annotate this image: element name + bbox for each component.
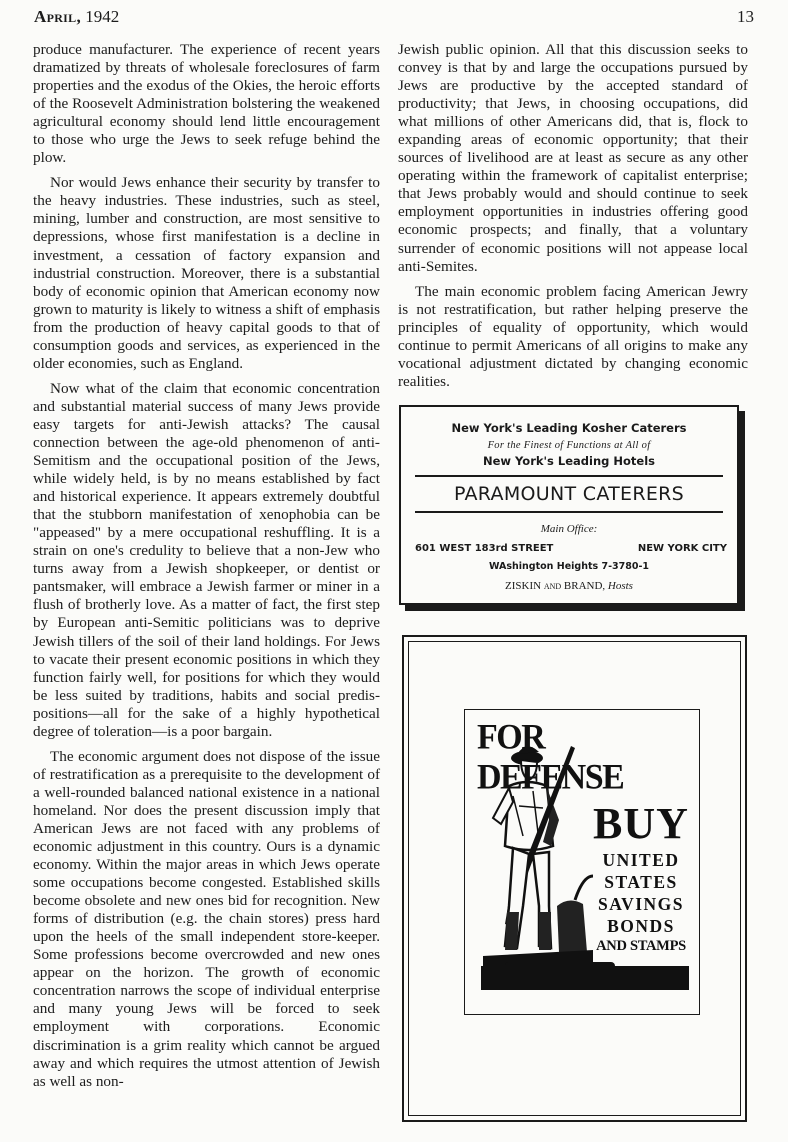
issue-year: 1942 (85, 7, 120, 26)
poster-line: STATES (604, 872, 678, 892)
ad-hosts-label: Hosts (607, 580, 633, 592)
ad-tagline: New York's Leading Kosher Caterers (451, 421, 687, 435)
issue-date (34, 7, 119, 27)
ad-business-name: PARAMOUNT CATERERS (453, 483, 685, 505)
poster-headline: FOR DEFENSE (477, 718, 624, 797)
paragraph: produce manufacturer. The experience of recent years dramatized by threats of wholesale foreclosures of farm properties and the exodus of the Okies, the heroic efforts of the Roosevelt Administration bolstering the weakened agricultural economy should lend little encouragement to those who urge the Jews to seek refuge behind the plow. (33, 41, 380, 167)
left-column (33, 41, 380, 1098)
running-head (34, 7, 754, 31)
ad-phone: WAshington Heights 7-3780-1 (488, 561, 650, 572)
poster-line: UNITED (602, 850, 680, 870)
poster-line: SAVINGS (597, 894, 685, 914)
divider (415, 475, 723, 477)
poster-line: AND STAMPS (596, 938, 686, 954)
ad-hosts-names: ZISKIN and BRAND, (505, 580, 606, 592)
defense-bonds-advertisement (402, 635, 747, 1122)
paragraph: The main economic problem facing American Jewry is not restratification, but rather helping preserve the principles of equality of opportunity, which would continue to permit Americans of all origins to make any vocational adjustment dictated by changing economic realities. (398, 282, 748, 390)
paragraph: Now what of the claim that economic concentration and substantial material success of many Jews provide easy targets for anti-Jewish attacks? The causal connection between the age-old phenomenon of anti-Semitism and the occupational position of the Jews, while widely held, is by no means established by fact and historical experience. It appears extremely doubtful that the stubborn manifestation of xenophobia can be "appeased" by a mere occupational reshuffling. It is a strain on one's credulity to believe that a non-Jew who turns away from a Jewish shopkeeper, or dentist or pantsmaker, will embrace a Jewish farmer or miner in a flush of brotherly love. As a matter of fact, the first step by European anti-Semitic politicians was to deprive Jewish tillers of the soil of their land holdings. For Jews to vacate their present economic positions in which they function fairly well, for positions for which they would be less suited by traditions, habits and social predispositions—all for the sake of a highly hypothetical degree of toleration—is a poor bargain. (33, 379, 380, 740)
right-column (398, 41, 748, 398)
defense-poster (464, 709, 700, 1015)
caterers-advertisement (399, 405, 739, 605)
poster-buy: BUY (593, 799, 689, 848)
divider (415, 511, 723, 513)
ad-address-row (415, 543, 727, 554)
ad-office-label: Main Office: (540, 523, 598, 535)
statue-pedestal (481, 966, 689, 990)
ad-tagline-hotels: New York's Leading Hotels (482, 454, 655, 468)
ad-city: NEW YORK CITY (637, 543, 727, 554)
paragraph: Nor would Jews enhance their security by transfer to the heavy industries. These industries, such as steel, mining, lumber and construction, are most sensitive to depressions, whose first manifestation is a decline in investment, a cessation of factory expansion and industrial construction. Moreover, there is a substantial body of economic opinion that American economy now grown to maturity is likely to witness a shift of emphasis from the production of heavy capital goods to that of consumption goods and services, as experienced in the older economies, such as England. (33, 174, 380, 372)
issue-month: April, (34, 7, 81, 26)
ad-street-address: 601 WEST 183rd STREET (415, 543, 554, 554)
ad-subtitle: For the Finest of Functions at All of (487, 440, 651, 451)
ad-hosts (401, 580, 737, 592)
paragraph: The economic argument does not dispose of the issue of restratification as a prerequisite to the development of a well-rounded balanced national existence in a national homeland. Nor does the present discussion imply that American Jews are not faced with any problems of economic adjustment in this country. Ours is a dynamic economy. Within the major areas in which Jews operate some occupations become congested. Established skills become obsolete and new ones bid for recognition. New forms of distribution (e.g. the chain stores) press hard upon the heels of the small independent store-keeper. Some professions become overcrowded and new ones appear on the horizon. The growth of economic concentration narrows the scope of individual enterprise and many young Jews will be forced to seek employment with corporations. Economic discrimination is a grim reality which cannot be argued away and which requires the utmost attention of Jewish as well as non- (33, 747, 380, 1090)
paragraph: Jewish public opinion. All that this discussion seeks to convey is that by and large the occupations pursued by Jews are productive by the accepted standard of productivity; that Jews, in choosing occupations, did what millions of other Americans did, that is, flock to expanding areas of economic opportunity; that their sources of livelihood are at least as secure as any other operating within the framework of capitalist enterprise; that Jews probably would and should continue to seek employment opportunities in industries offering good economic prospects; and finally, that a voluntary surrender of economic positions will not appease local anti-Semites. (398, 41, 748, 275)
page-number: 13 (737, 7, 754, 26)
poster-line: BONDS (607, 916, 675, 936)
